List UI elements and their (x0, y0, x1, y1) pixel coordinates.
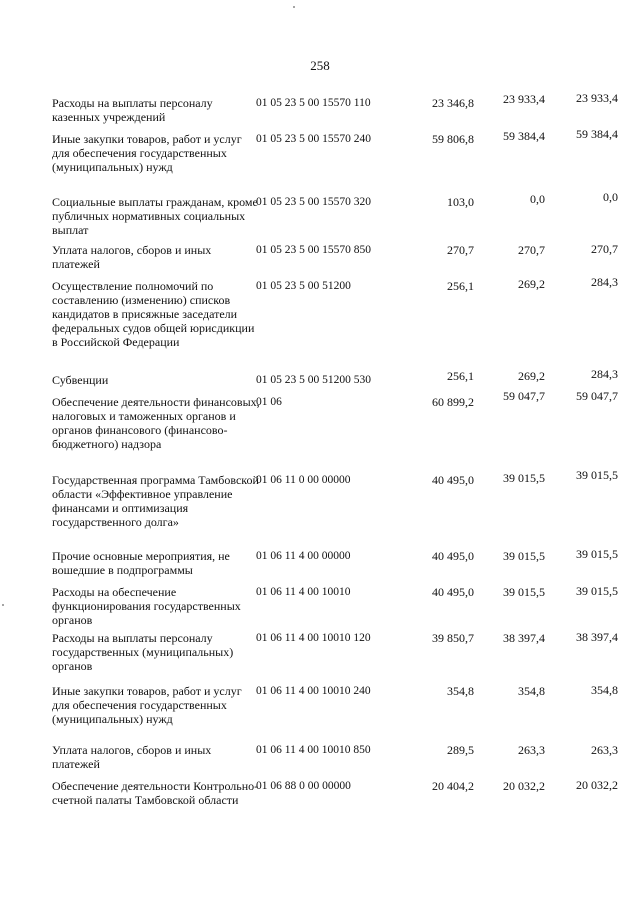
scan-speck (293, 6, 295, 8)
row-value-3: 23 933,4 (576, 91, 618, 105)
row-value-1: 40 495,0 (432, 473, 474, 487)
row-value-2: 269,2 (518, 369, 545, 383)
row-value-1: 60 899,2 (432, 395, 474, 409)
row-code: 01 05 23 5 00 51200 530 (256, 374, 371, 386)
row-value-1: 40 495,0 (432, 549, 474, 563)
row-value-2: 38 397,4 (503, 631, 545, 645)
row-value-3: 59 047,7 (576, 389, 618, 403)
row-code: 01 05 23 5 00 15570 240 (256, 133, 371, 145)
row-description: Прочие основные мероприятия, не вошедшие в подпрограммы (52, 549, 230, 577)
row-value-1: 39 850,7 (432, 631, 474, 645)
row-code: 01 05 23 5 00 15570 850 (256, 244, 371, 256)
row-value-2: 270,7 (518, 243, 545, 257)
row-value-3: 39 015,5 (576, 584, 618, 598)
row-value-3: 39 015,5 (576, 547, 618, 561)
row-description: Обеспечение деятельности Контрольно-счетной палаты Тамбовской области (52, 779, 259, 807)
row-value-3: 20 032,2 (576, 778, 618, 792)
row-code: 01 06 (256, 396, 282, 408)
row-description: Обеспечение деятельности финансовых, налоговых и таможенных органов и органов финансового (финансово-бюджетного) надзора (52, 395, 260, 451)
row-value-3: 284,3 (591, 367, 618, 381)
row-value-2: 39 015,5 (503, 471, 545, 485)
row-value-1: 23 346,8 (432, 96, 474, 110)
row-value-2: 23 933,4 (503, 92, 545, 106)
row-value-2: 0,0 (530, 192, 545, 206)
row-description: Расходы на выплаты персоналу государственных (муниципальных) органов (52, 631, 234, 673)
row-value-2: 39 015,5 (503, 549, 545, 563)
row-description: Расходы на обеспечение функционирования государственных органов (52, 585, 241, 627)
row-value-1: 289,5 (447, 743, 474, 757)
row-code: 01 05 23 5 00 15570 110 (256, 97, 371, 109)
row-value-1: 59 806,8 (432, 132, 474, 146)
row-value-2: 39 015,5 (503, 585, 545, 599)
row-value-1: 354,8 (447, 684, 474, 698)
row-code: 01 06 88 0 00 00000 (256, 780, 351, 792)
row-value-1: 40 495,0 (432, 585, 474, 599)
row-description: Социальные выплаты гражданам, кроме публичных нормативных социальных выплат (52, 195, 258, 237)
row-value-3: 39 015,5 (576, 468, 618, 482)
row-value-3: 38 397,4 (576, 630, 618, 644)
row-description: Субвенции (52, 373, 109, 387)
row-value-2: 20 032,2 (503, 779, 545, 793)
row-description: Иные закупки товаров, работ и услуг для обеспечения государственных (муниципальных) нужд (52, 132, 242, 174)
scan-speck (2, 604, 4, 606)
row-value-2: 59 047,7 (503, 389, 545, 403)
row-value-2: 59 384,4 (503, 129, 545, 143)
row-value-3: 270,7 (591, 242, 618, 256)
page-number: 258 (310, 58, 330, 73)
row-value-2: 269,2 (518, 277, 545, 291)
row-value-3: 284,3 (591, 275, 618, 289)
row-value-1: 256,1 (447, 369, 474, 383)
row-value-1: 256,1 (447, 279, 474, 293)
row-value-1: 270,7 (447, 243, 474, 257)
row-description: Государственная программа Тамбовской области «Эффективное управление финансами и оптимизация государственного долга» (52, 473, 259, 529)
row-value-1: 20 404,2 (432, 779, 474, 793)
row-code: 01 06 11 4 00 10010 (256, 586, 351, 598)
row-description: Уплата налогов, сборов и иных платежей (52, 743, 212, 771)
row-value-3: 59 384,4 (576, 127, 618, 141)
row-code: 01 06 11 4 00 10010 240 (256, 685, 371, 697)
row-value-3: 354,8 (591, 683, 618, 697)
row-value-2: 263,3 (518, 743, 545, 757)
row-description: Уплата налогов, сборов и иных платежей (52, 243, 212, 271)
row-value-1: 103,0 (447, 195, 474, 209)
row-code: 01 05 23 5 00 51200 (256, 280, 351, 292)
row-code: 01 06 11 0 00 00000 (256, 474, 351, 486)
row-code: 01 06 11 4 00 10010 120 (256, 632, 371, 644)
row-value-2: 354,8 (518, 684, 545, 698)
row-code: 01 06 11 4 00 00000 (256, 550, 351, 562)
row-description: Расходы на выплаты персоналу казенных учреждений (52, 96, 213, 124)
row-code: 01 05 23 5 00 15570 320 (256, 196, 371, 208)
row-description: Иные закупки товаров, работ и услуг для обеспечения государственных (муниципальных) нужд (52, 684, 242, 726)
row-value-3: 0,0 (603, 190, 618, 204)
row-code: 01 06 11 4 00 10010 850 (256, 744, 371, 756)
row-value-3: 263,3 (591, 743, 618, 757)
row-description: Осуществление полномочий по составлению (изменению) списков кандидатов в присяжные заседатели федеральных судов общей юрисдикции в Российской Федерации (52, 279, 255, 349)
